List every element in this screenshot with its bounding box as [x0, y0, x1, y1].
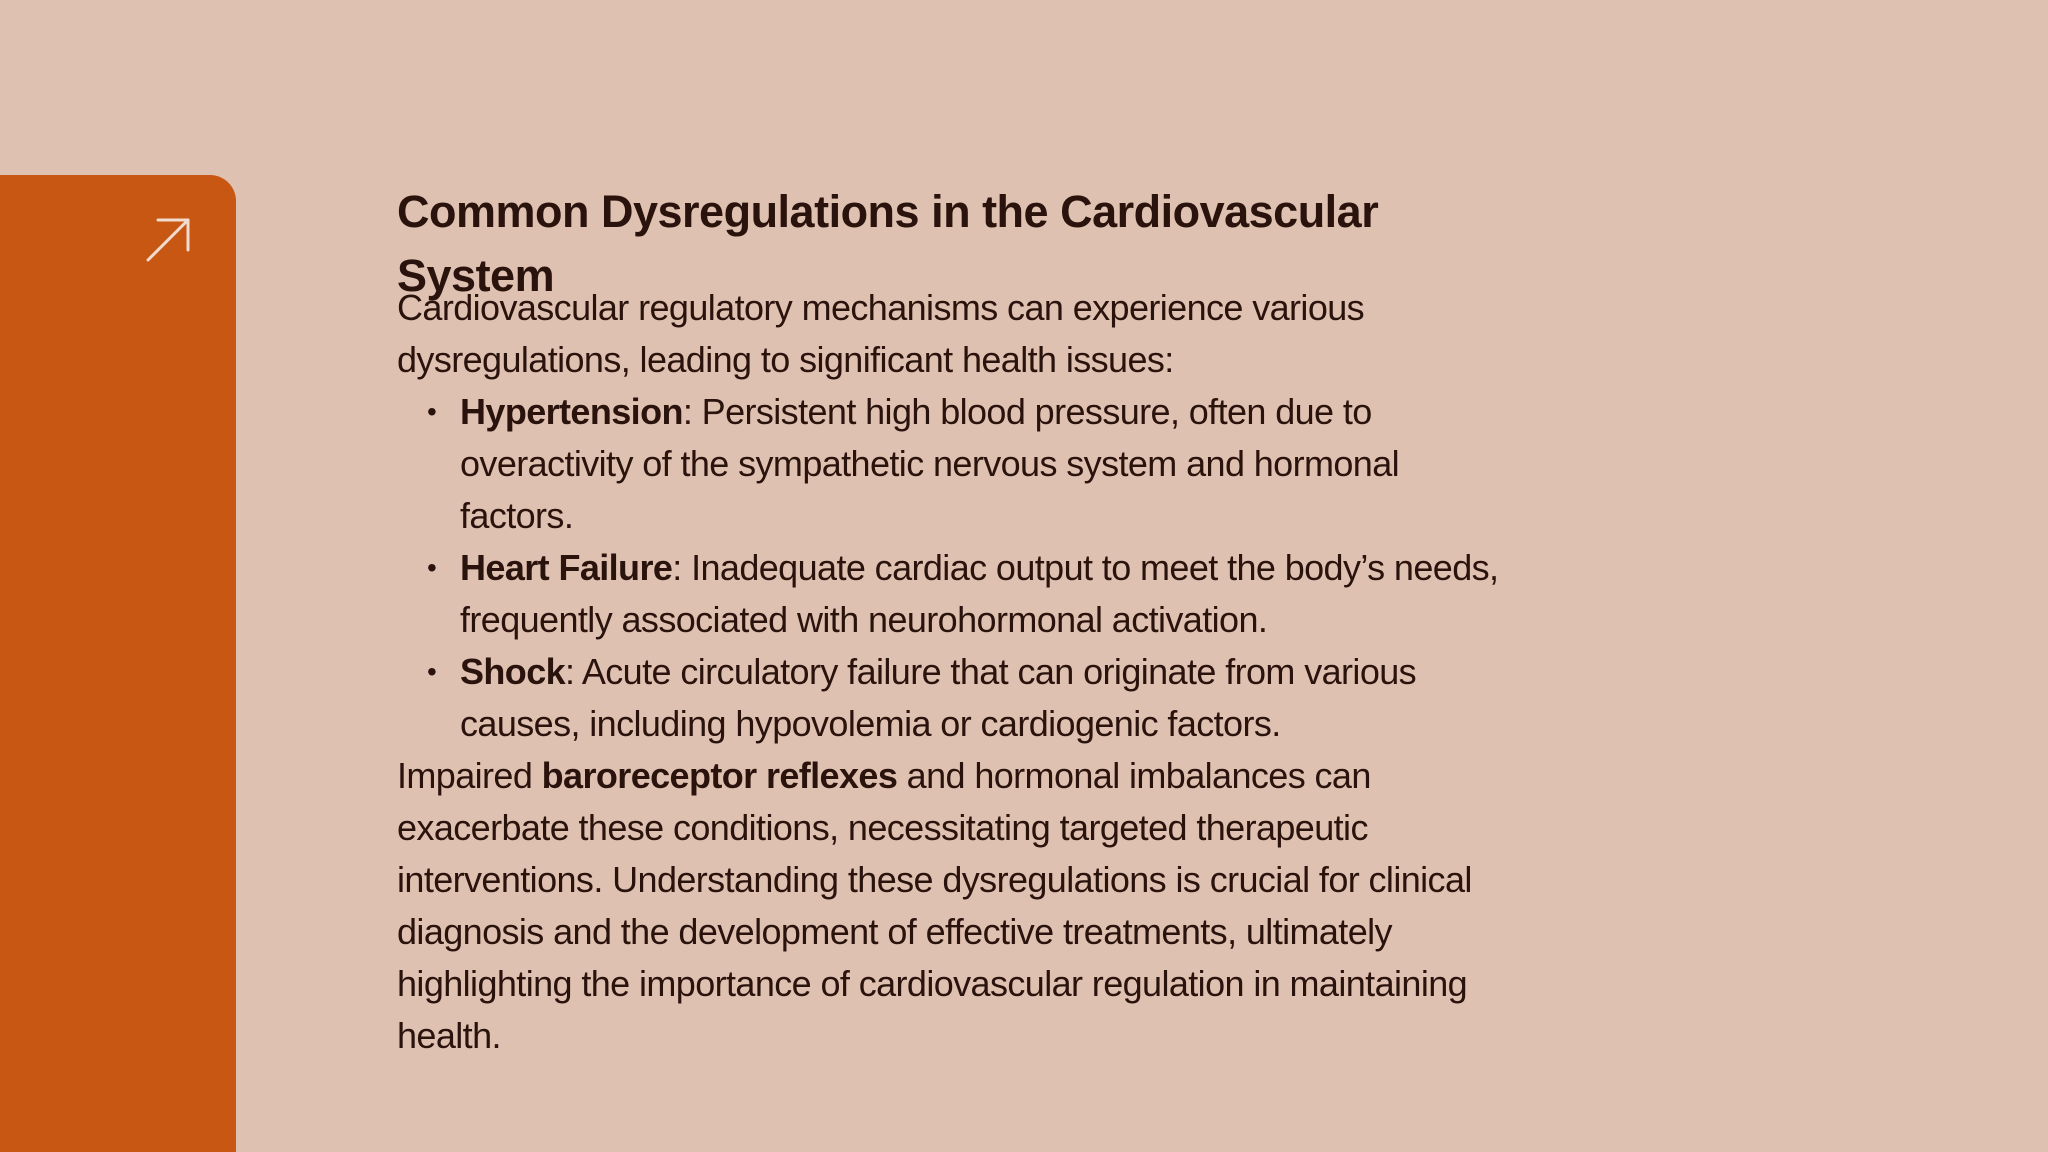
list-item [460, 386, 1507, 542]
slide-title: Common Dysregulations in the Cardiovascular System [397, 186, 1379, 301]
list-item [460, 542, 1507, 646]
closing-rest: and hormonal imbalances can exacerbate these conditions, necessitating targeted therapeutic interventions. Understanding these dysregulations is crucial for clinical diagnosis and the development of effective treatments, ultimately highlighting the importance of cardiovascular regulation in maintaining health. [397, 755, 1472, 1056]
intro-paragraph: Cardiovascular regulatory mechanisms can experience various dysregulations, leading to significant health issues: [397, 287, 1365, 380]
bullet-text: : Acute circulatory failure that can originate from various causes, including hypovolemia or cardiogenic factors. [460, 651, 1417, 744]
slide-body [397, 282, 1507, 1062]
closing-lead: Impaired [397, 755, 542, 796]
dysregulation-list [397, 386, 1507, 750]
bullet-text: : Inadequate cardiac output to meet the body’s needs, frequently associated with neurohormonal activation. [460, 547, 1499, 640]
slide-content [397, 180, 1507, 1062]
bullet-text: : Persistent high blood pressure, often due to overactivity of the sympathetic nervous system and hormonal factors. [460, 391, 1400, 536]
list-item [460, 646, 1507, 750]
bullet-term: Heart Failure [460, 547, 673, 588]
bullet-term: Hypertension [460, 391, 683, 432]
arrow-up-right-icon [144, 216, 192, 264]
accent-side-panel [0, 175, 236, 1152]
closing-paragraph [397, 750, 1507, 1062]
bullet-term: Shock [460, 651, 566, 692]
closing-bold: baroreceptor reflexes [541, 755, 898, 796]
